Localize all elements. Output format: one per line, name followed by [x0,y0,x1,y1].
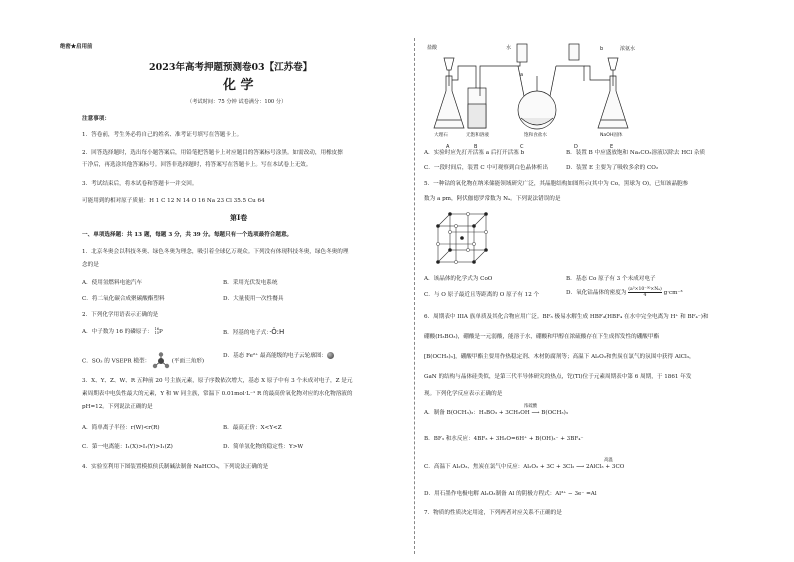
label-water: 水 [506,45,512,51]
label-ammonia: 浓氨水 [620,46,636,52]
crystal-cell-diagram [434,210,490,268]
q6-option-a: A．制备 B(OCH₃)₃：H₃BO₃ + 3CH₃OH ⟶ B(OCH₃)₃ 浓硫酸 [424,404,569,416]
label-C: C [520,144,524,150]
q1-option-b: B．采用光伏发电系统 [223,280,278,286]
q1-option-d: D．大量使用一次性餐具 [223,296,284,302]
q5-option-d: D．氧化钴晶体的密度为 $\frac{\text{(a³×10⁻³⁰×Nₐ)}}{4}$ g·cm⁻³ [566,287,683,299]
q1-stem-cont: 念的是 [82,262,99,268]
density-denominator: 4 [643,293,647,299]
note-item: 干净后，再选涂其他答案标号。回答非选择题时，将答案写在答题卡上。写在本试卷上无效。 [82,162,312,168]
q4-option-a: A．实验时应先打开活塞 a 后打开活塞 b [424,150,525,156]
q4-stem: 4．实验室利用下图装置模拟侯氏制碱法制备 NaHCO₃，下列说法正确的是 [82,464,269,470]
part-title: 第Ⅰ卷 [230,213,248,222]
note-item: 2．回答选择题时，选出每小题答案后，用铅笔把答题卡上对应题目的答案标号涂黑。如需改动，用橡皮擦 [82,150,343,156]
column-divider [414,38,415,554]
q2-option-b: B．羟基的电子式：·Ö:H [223,328,285,336]
q3-stem: 3．X、Y、Z、W、R 五种前 20 号主族元素，原子序数依次增大，基态 X 原子中有 3 个未成对电子，Z 是元 [82,378,353,384]
q2-option-a: A．中子数为 16 的磷原子： 16 15 P [82,327,163,336]
label-b: b [600,46,604,52]
q5-stem-cont: 数为 a pm，阿伏伽德罗常数为 Nₐ。下列说法错误的是 [424,196,561,202]
q6-option-b: B．BF₃ 和水反应：4BF₃ + 3H₂O=6H⁺ + B(OH)₃⁻ + 3BF₄⁻ [424,436,584,442]
subject-title: 化 学 [223,78,254,93]
q6-line: 硼酸(H₃BO₃)，硼酸是一元弱酸，能溶于水，硼酸和甲醇在浓硫酸存在下生成挥发性的硼酸甲酯 [424,334,660,340]
label-solution: 无饱和溶液 [466,133,489,138]
atomic-masses: 可能用到的相对原子质量：H 1 C 12 N 14 O 16 Na 23 Cl 35.5 Cu 64 [82,198,265,204]
q3-stem-cont: 素周期表中电负性最大的元素，Y 和 W 同主族，常温下 0.01mol·L⁻¹ R 的最高价氧化物对应的水化物溶液的 [82,391,353,397]
note-item: 3．考试结束后，将本试卷和答题卡一并交回。 [82,181,198,187]
atomic-number: 15 [154,330,160,335]
s-orbital-icon [327,352,334,359]
hydroxyl-formula: ·Ö:H [269,328,285,336]
q5-option-a: A．该晶体的化学式为 CoO [424,276,493,282]
condition-sulfuric: 浓硫酸 [524,404,538,409]
exam-title: 2023年高考押题预测卷03【江苏卷】 [149,62,313,73]
notes-heading: 注意事项： [82,116,110,122]
q5-option-c: C．与 O 原子最近且等距离的 O 原子有 12 个 [424,292,540,298]
q6-option-d: D．用石墨作电极电解 Al₂O₃制备 Al 的阴极方程式：Al³⁺ − 3e⁻ =Al [424,491,597,497]
q6-line: 6．周期表中 IIIA 族单质及其化合物应用广泛。BF₃ 极易水解生成 HBF₄(HBF₄ 在水中完全电离为 H⁺ 和 BF₄⁻)和 [424,314,709,320]
q6-option-c: C．高温下 Al₂O₃、焦炭在氯气中反应：Al₂O₃ + 3C + 3Cl₂ ⟶ 2AlCl₃ + 3CO 高温 [424,458,625,470]
q3-option-d: D．简单氢化物的稳定性：Y>W [223,444,304,450]
mass-number: 16 [154,327,160,331]
q2-option-d: D．基态 Fe²⁺ 最高能级的电子云轮廓图： [223,352,334,360]
q3-option-b: B．最高正价：X<Y<Z [223,425,282,431]
q1-option-a: A．使用氢燃料电池汽车 [82,280,142,286]
q1-option-c: C．将二氧化碳合成聚碳酸酯塑料 [82,296,165,302]
apparatus-diagram [424,36,660,152]
q3-stem-cont: pH=12。下列说法正确的是 [82,404,153,410]
note-item: 1．答卷前，考生务必将自己的姓名、准考证号填写在答题卡上。 [82,132,243,138]
q6-line: [B(OCH₃)₃]，硼酸甲酯主要用作热稳定剂、木材防腐剂等；高温下 Al₂O₃和焦炭在氯气的氛围中获得 AlCl₃， [424,354,695,360]
q5-stem: 5．一种钴的氧化物在纳米储能领域研究广泛，其晶胞结构如图所示(其中为 Co，黑球为 O)，已知该晶胞参 [424,181,689,187]
so3-model-icon [152,352,170,370]
label-D: D [574,144,578,150]
label-hcl: 盐酸 [427,45,438,51]
q2-option-c: C．SO₃ 的 VSEPR 模型： (平面三角形) [82,352,204,370]
q2-stem: 2．下列化学用语表示正确的是 [82,312,159,318]
q7-stem: 7．物质的性质决定用途，下列两者对应关系不正确的是 [424,510,562,516]
q4-option-b: B．装置 B 中应盛放饱和 Na₂CO₃溶液以除去 HCl 杂质 [566,150,706,156]
q3-option-c: C．第一电离能：I₁(X)>I₁(Y)>I₁(Z) [82,444,173,450]
secret-label: 绝密★启用前 [60,44,93,50]
label-naoh: NaOH固体 [600,133,623,138]
density-unit: g·cm⁻³ [663,290,683,297]
label-a: a [520,72,524,78]
density-numerator: (a³×10⁻³⁰×Nₐ) [628,287,662,292]
q5-option-b: B．基态 Co 原子有 3 个未成对电子 [566,276,656,282]
q6-line: GaN 的结构与晶体硅类似，是第三代半导体研究的热点，铊(Tl)位于元素周期表中第 6 周期，于 1861 年发 [424,374,692,380]
label-E: E [610,144,614,150]
label-B: B [474,144,478,150]
q3-option-a: A．简单离子半径：r(W)<r(R) [82,425,160,431]
section-heading: 一、单项选择题：共 13 题，每题 3 分，共 39 分。每题只有一个选项最符合题意。 [82,232,293,238]
element-symbol: P [159,329,163,336]
label-brine: 饱和食盐水 [524,133,547,138]
q6-line: 现。下列化学反应表示正确的是 [424,391,503,397]
q4-option-c: C．一段时间后，装置 C 中可观察到白色晶体析出 [424,165,548,171]
q4-option-d: D．装置 E 主要为了吸收多余的 CO₂ [566,165,659,171]
label-A: A [446,144,450,150]
q1-stem: 1．北京冬奥会以科技冬奥、绿色冬奥为理念，吸引着全球亿万观众。下列没有体现科技冬奥，绿色冬奥的理 [82,249,349,255]
exam-meta: （考试时间：75 分钟 试卷满分：100 分） [187,99,287,105]
label-marble: 大理石 [434,133,448,138]
condition-high-temp: 高温 [604,458,613,463]
